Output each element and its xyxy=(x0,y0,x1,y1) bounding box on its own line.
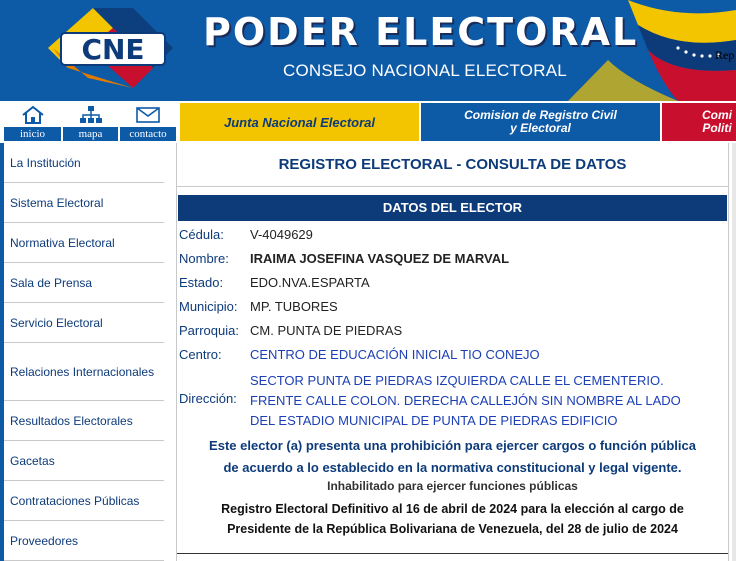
site-header xyxy=(0,0,736,101)
top-tabs xyxy=(180,103,736,141)
tab-comision-politica[interactable] xyxy=(662,103,736,141)
sidebar-item-sala-de-prensa[interactable]: Sala de Prensa xyxy=(4,263,164,303)
estado-value: EDO.NVA.ESPARTA xyxy=(250,275,370,290)
nombre-value: IRAIMA JOSEFINA VASQUEZ DE MARVAL xyxy=(250,251,510,266)
sidebar-item-resultados-electorales[interactable]: Resultados Electorales xyxy=(4,401,164,441)
mapa-label: mapa xyxy=(63,127,118,141)
sidebar-item-contrataciones-publicas[interactable]: Contrataciones Públicas xyxy=(4,481,164,521)
municipio-value: MP. TUBORES xyxy=(250,299,338,314)
prohibition-notice xyxy=(177,435,728,479)
sidebar-item-la-institucion[interactable]: La Institución xyxy=(4,143,164,183)
contacto-label: contacto xyxy=(120,127,176,141)
tab3-label: Comi Politi xyxy=(702,108,732,135)
registro-line-1: Registro Electoral Definitivo al 16 de abril de 2024 para la elección al cargo de xyxy=(221,502,684,516)
logo-text: CNE xyxy=(81,33,145,66)
tab2-label: Comision de Registro Civil y Electoral xyxy=(464,108,617,135)
main-content xyxy=(176,143,729,561)
direccion-value xyxy=(250,371,690,431)
direccion-line-1: SECTOR PUNTA DE PIEDRAS IZQUIERDA CALLE EL CEMENTERIO. xyxy=(250,373,664,388)
cedula-label: Cédula: xyxy=(179,227,224,242)
sidebar-item-relaciones-internacionales[interactable]: Relaciones Internacionales xyxy=(4,343,164,401)
tab1-label: Junta Nacional Electoral xyxy=(224,114,375,130)
parroquia-label: Parroquia: xyxy=(179,323,239,338)
tab-junta-nacional-electoral[interactable] xyxy=(180,103,419,141)
scroll-edge xyxy=(732,143,736,561)
sidebar-item-proveedores[interactable]: Proveedores xyxy=(4,521,164,561)
envelope-icon xyxy=(135,105,161,125)
nombre-label: Nombre: xyxy=(179,251,229,266)
inicio-label: inicio xyxy=(4,127,61,141)
sidebar-item-sistema-electoral[interactable]: Sistema Electoral xyxy=(4,183,164,223)
inhabilitado-text: Inhabilitado para ejercer funciones públicas xyxy=(327,479,578,493)
sitemap-icon xyxy=(78,105,104,125)
republica-text: Rep xyxy=(715,48,735,62)
venezuela-flag-ribbon xyxy=(568,0,736,101)
cedula-value: V-4049629 xyxy=(250,227,313,242)
site-subtitle: CONSEJO NACIONAL ELECTORAL xyxy=(283,61,567,80)
inicio-button[interactable] xyxy=(4,103,61,141)
section-header: DATOS DEL ELECTOR xyxy=(178,195,727,221)
sidebar-item-servicio-electoral[interactable]: Servicio Electoral xyxy=(4,303,164,343)
direccion-line-2: FRENTE CALLE COLON. DERECHA CALLEJÓN SIN NOMBRE AL LADO xyxy=(250,393,681,408)
centro-value: CENTRO DE EDUCACIÓN INICIAL TIO CONEJO xyxy=(250,347,540,362)
registro-line-2: Presidente de la República Bolivariana de Venezuela, del 28 de julio de 2024 xyxy=(227,522,678,536)
registro-info xyxy=(177,499,728,539)
notice-line-1: Este elector (a) presenta una prohibición para ejercer cargos o función pública xyxy=(209,438,696,453)
centro-label: Centro: xyxy=(179,347,222,362)
contacto-button[interactable] xyxy=(120,103,176,141)
page-title: REGISTRO ELECTORAL - CONSULTA DE DATOS xyxy=(177,143,728,187)
home-icon xyxy=(20,105,46,125)
notice-line-2: de acuerdo a lo establecido en la normativa constitucional y legal vigente. xyxy=(223,460,682,475)
tab-registro-civil-electoral[interactable] xyxy=(421,103,660,141)
site-title: PODER ELECTORAL xyxy=(203,10,639,54)
direccion-label: Dirección: xyxy=(179,391,237,406)
municipio-label: Municipio: xyxy=(179,299,238,314)
bottom-divider xyxy=(177,553,728,554)
sidebar-nav xyxy=(4,143,164,561)
parroquia-value: CM. PUNTA DE PIEDRAS xyxy=(250,323,403,338)
sidebar-item-normativa-electoral[interactable]: Normativa Electoral xyxy=(4,223,164,263)
estado-label: Estado: xyxy=(179,275,224,290)
direccion-line-3: DEL ESTADIO MUNICIPAL DE PUNTA DE PIEDRAS EDIFICIO xyxy=(250,413,618,428)
icon-bar xyxy=(4,103,176,141)
sidebar-item-gacetas[interactable]: Gacetas xyxy=(4,441,164,481)
mapa-button[interactable] xyxy=(63,103,118,141)
cne-logo[interactable] xyxy=(33,3,193,93)
